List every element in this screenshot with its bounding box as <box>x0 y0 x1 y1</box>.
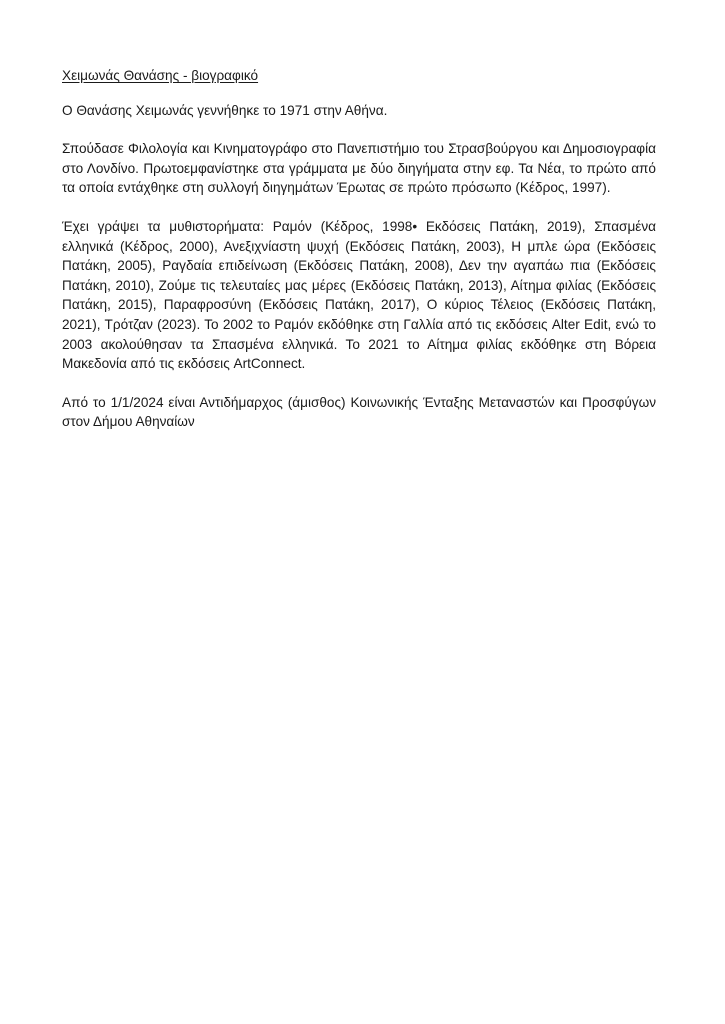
document-page <box>62 66 656 451</box>
paragraph-birth: Ο Θανάσης Χειμωνάς γεννήθηκε το 1971 στην Αθήνα. <box>62 102 388 118</box>
paragraph-position: Από το 1/1/2024 είναι Αντιδήμαρχος (άμισθος) Κοινωνικής Ένταξης Μεταναστών και Προσφύγων στον Δήμου Αθηναίων <box>62 394 656 430</box>
paragraph-education: Σπούδασε Φιλολογία και Κινηματογράφο στο Πανεπιστήμιο του Στρασβούργου και Δημοσιογραφία στο Λονδίνο. Πρωτοεμφανίστηκε στα γράμματα με δύο διηγήματα στην εφ. Τα Νέα, το πρώτο από τα οποία εντάχθηκε στη συλλογή διηγημάτων Έρωτας σε πρώτο πρόσωπο (Κέδρος, 1997). <box>62 141 656 196</box>
document-title: Χειμωνάς Θανάσης - βιογραφικό <box>62 68 259 83</box>
paragraph-works: Έχει γράψει τα μυθιστορήματα: Ραμόν (Κέδρος, 1998• Εκδόσεις Πατάκη, 2019), Σπασμένα ελληνικά (Κέδρος, 2000), Ανεξιχνίαστη ψυχή (Εκδόσεις Πατάκη, 2003), Η μπλε ώρα (Εκδόσεις Πατάκη, 2005), Ραγδαία επιδείνωση (Εκδόσεις Πατάκη, 2008), Δεν την αγαπάω πια (Εκδόσεις Πατάκη, 2010), Ζούμε τις τελευταίες μας μέρες (Εκδόσεις Πατάκη, 2013), Αίτημα φιλίας (Εκδόσεις Πατάκη, 2015), Παραφροσύνη (Εκδόσεις Πατάκη, 2017), Ο κύριος Τέλειος (Εκδόσεις Πατάκη, 2021), Τρότζαν (2023). Το 2002 το Ραμόν εκδόθηκε στη Γαλλία από τις εκδόσεις Alter Edit, ενώ το 2003 ακολούθησαν τα Σπασμένα ελληνικά. Το 2021 το Αίτημα φιλίας εκδόθηκε στη Βόρεια Μακεδονία από τις εκδόσεις ArtConnect. <box>62 218 656 372</box>
